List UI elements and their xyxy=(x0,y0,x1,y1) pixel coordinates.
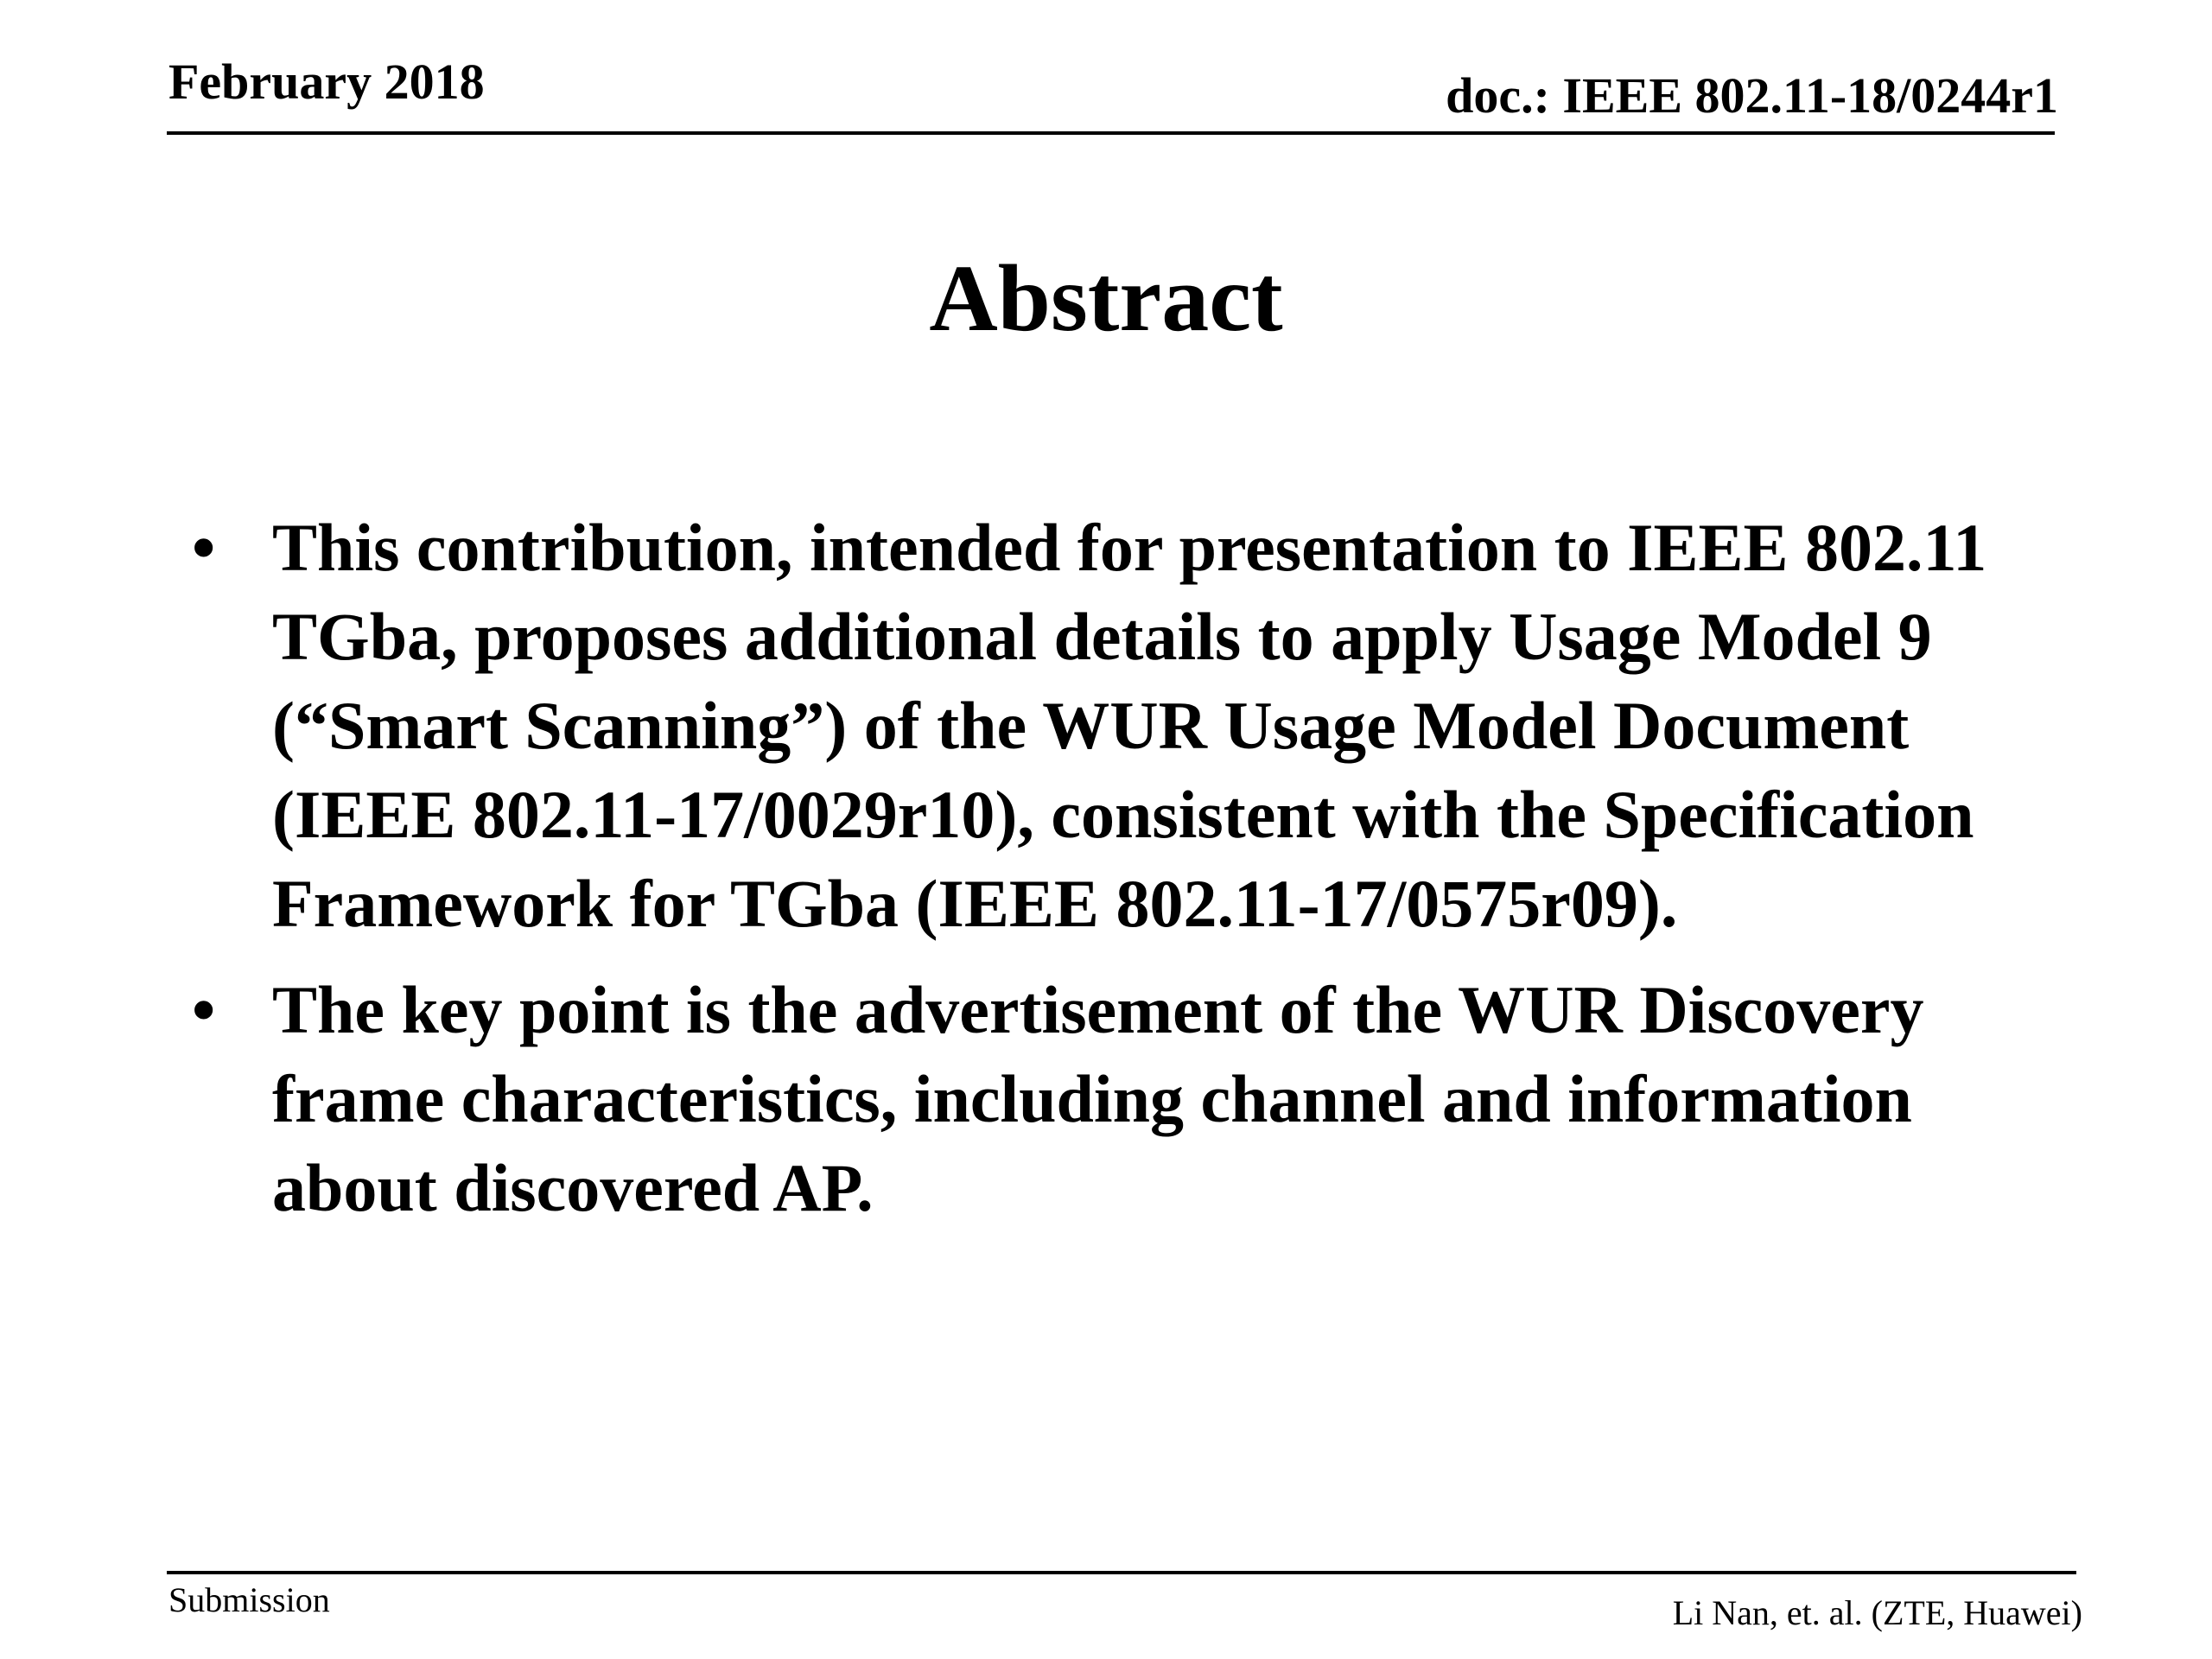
bullet-text: The key point is the advertisement of the WUR Discovery frame characteristics, including channel and information about discovered AP. xyxy=(272,972,1924,1225)
bullet-item xyxy=(0,965,2212,1232)
header-doc-id: doc.: IEEE 802.11-18/0244r1 xyxy=(1446,67,2058,124)
footer-authors: Li Nan, et. al. (ZTE, Huawei) xyxy=(1672,1593,2082,1632)
bullet-text: This contribution, intended for presentation to IEEE 802.11 TGba, proposes additional details to apply Usage Model 9 (“Smart Scanning”) of the WUR Usage Model Document (IEEE 802.11-17/0029r10), consistent with the Specification Framework for TGba (IEEE 802.11-17/0575r09). xyxy=(272,510,1987,941)
footer-submission: Submission xyxy=(168,1580,330,1619)
bullet-list xyxy=(0,503,2212,1249)
bullet-marker: • xyxy=(192,510,216,585)
header-divider xyxy=(167,131,2055,135)
slide-title: Abstract xyxy=(929,245,1283,351)
header-date: February 2018 xyxy=(168,54,485,110)
bullet-marker: • xyxy=(192,972,216,1047)
bullet-item xyxy=(0,503,2212,948)
footer-divider xyxy=(167,1571,2076,1574)
